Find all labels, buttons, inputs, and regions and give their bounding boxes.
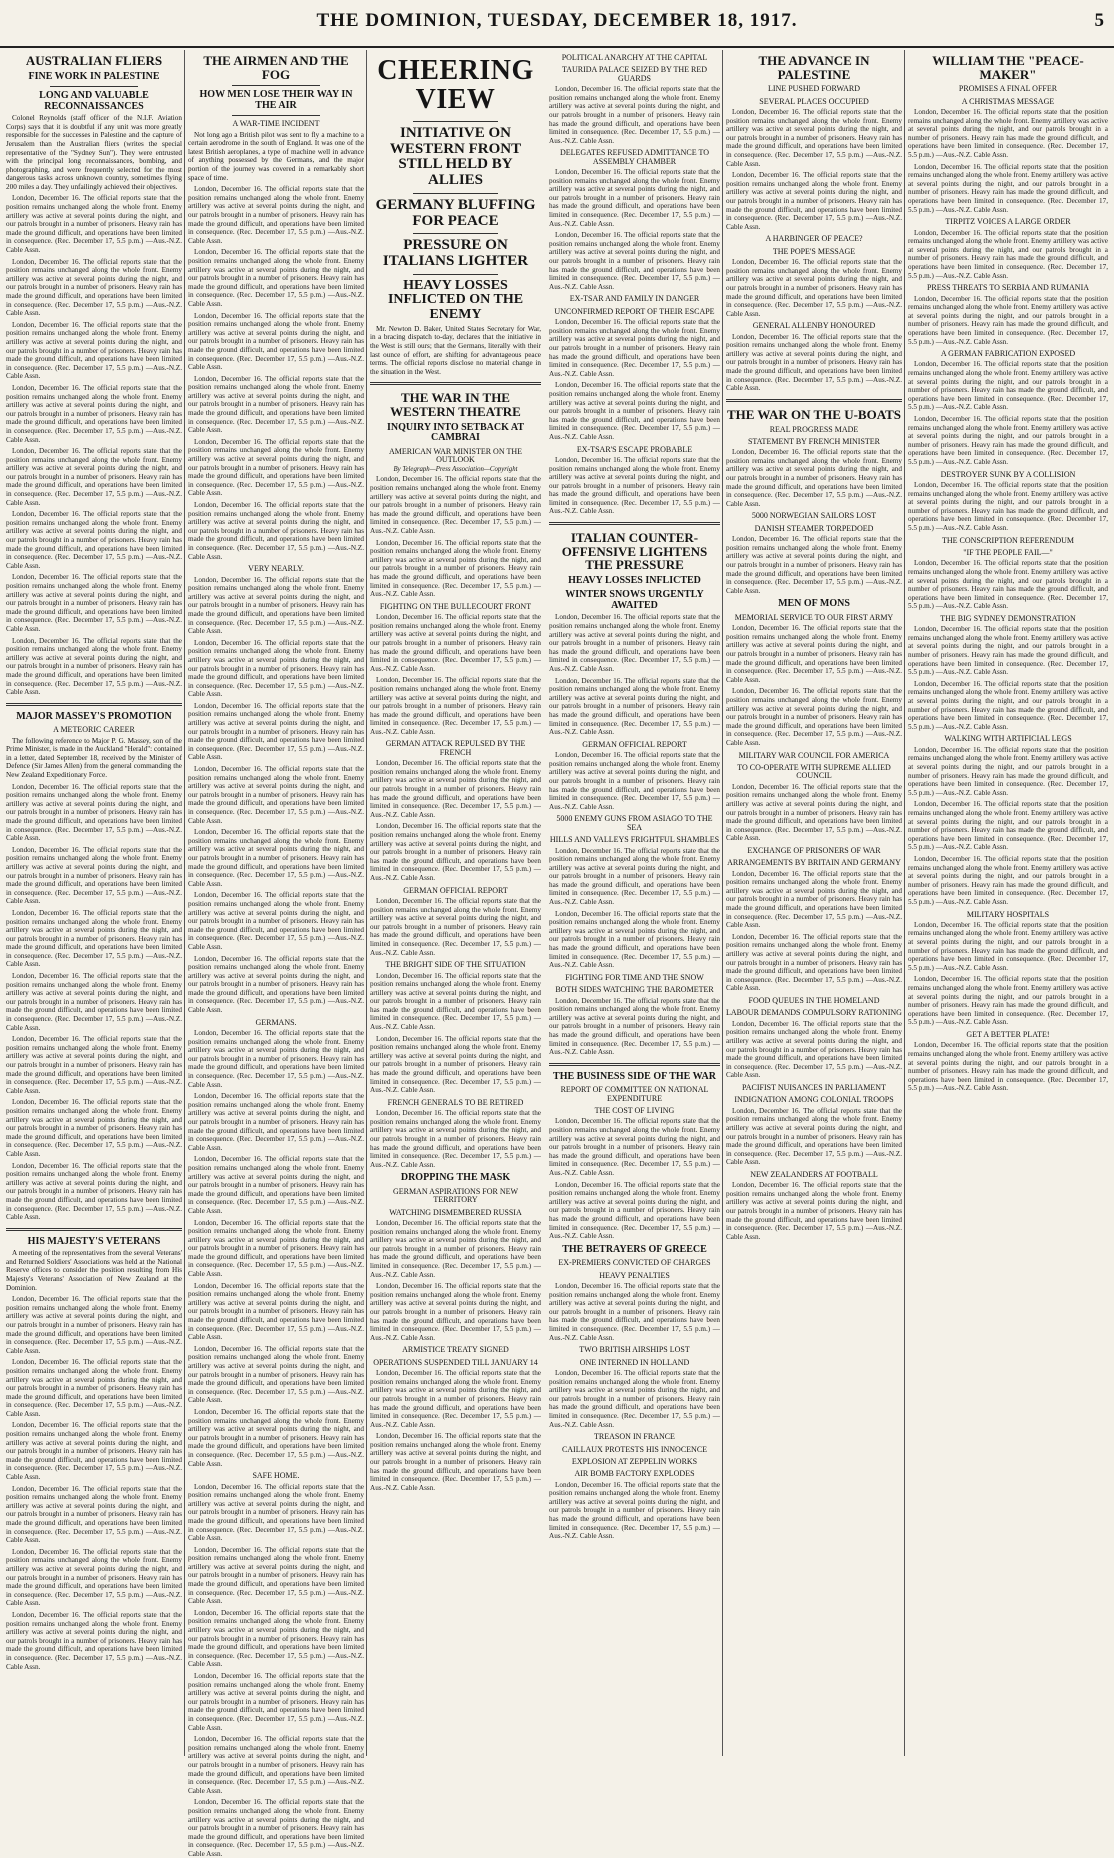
subheadline: HILLS AND VALLEYS FRIGHTFUL SHAMBLES bbox=[549, 835, 720, 845]
article-text: London, December 16. The official reports state that the position remains unchanged along the whole front. Enemy artillery was active at several points during the night, and our patrols brought in a number of prisoners. Heavy rain has made the ground difficult, and operations have been limited in consequence. (Rec. December 17, 5.5 p.m.) —Aus.-N.Z. Cable Assn. bbox=[726, 332, 902, 393]
subheadline: FINE WORK IN PALESTINE bbox=[28, 70, 160, 82]
article-text: London, December 16. The official reports state that the position remains unchanged along the whole front. Enemy artillery was active at several points during the night, and our patrols brought in a number of prisoners. Heavy rain has made the ground difficult, and operations have been limited in consequence. (Rec. December 17, 5.5 p.m.) —Aus.-N.Z. Cable Assn. London, December 16. The official reports state that the position remains unchanged along the whole front. Enemy artillery was active at several points during the night, and our patrols brought in a number of prisoners. Heavy rain has made the ground difficult, and operations have been limited in consequence. (Rec. December 17, 5.5 p.m.) —Aus.-N.Z. Cable Assn. London, December 16. The official reports state that the position remains unchanged along the whole front. Enemy artillery was active at several points during the night, and our patrols brought in a number of prisoners. Heavy rain has made the ground difficult, and operations have been limited in consequence. (Rec. December 17, 5.5 p.m.) —Aus.-N.Z. Cable Assn. London, December 16. The official reports state that the position remains unchanged along the whole front. Enemy artillery was active at several points during the night, and our patrols brought in a number of prisoners. Heavy rain has made the ground difficult, and operations have been limited in consequence. (Rec. December 17, 5.5 p.m.) —Aus.-N.Z. Cable Assn. London, December 16. The official reports state that the position remains unchanged along the whole front. Enemy artillery was active at several points during the night, and our patrols brought in a number of prisoners. Heavy rain has made the ground difficult, and operations have been limited in consequence. (Rec. December 17, 5.5 p.m.) —Aus.-N.Z. Cable Assn. London, December 16. The official reports state that the position remains unchanged along the whole front. Enemy artillery was active at several points during the night, and our patrols brought in a number of prisoners. Heavy rain has made the ground difficult, and operations have been limited in consequence. (Rec. December 17, 5.5 p.m.) —Aus.-N.Z. Cable Assn. London, December 16. The official reports state that the position remains unchanged along the whole front. Enemy artillery was active at several points during the night, and our patrols brought in a number of prisoners. Heavy rain has made the ground difficult, and operations have been limited in consequence. (Rec. December 17, 5.5 p.m.) —Aus.-N.Z. Cable Assn. bbox=[188, 1029, 364, 1468]
article-text: London, December 16. The official reports state that the position remains unchanged along the whole front. Enemy artillery was active at several points during the night, and our patrols brought in a number of prisoners. Heavy rain has made the ground difficult, and operations have been limited in consequence. (Rec. December 17, 5.5 p.m.) —Aus.-N.Z. Cable Assn. bbox=[726, 1181, 902, 1241]
subheadline: TAURIDA PALACE SEIZED BY THE RED GUARDS bbox=[561, 65, 708, 83]
headline: INITIATIVE ON WESTERN FRONT STILL HELD BY ALLIES bbox=[389, 124, 522, 189]
headline: 5000 ENEMY GUNS FROM ASIAGO TO THE SEA bbox=[556, 814, 713, 832]
article-text: London, December 16. The official reports state that the position remains unchanged along the whole front. Enemy artillery was active at several points during the night, and our patrols brought in a number of prisoners. Heavy rain has made the ground difficult, and operations have been limited in consequence. (Rec. December 17, 5.5 p.m.) —Aus.-N.Z. Cable Assn. London, December 16. The official reports state that the position remains unchanged along the whole front. Enemy artillery was active at several points during the night, and our patrols brought in a number of prisoners. Heavy rain has made the ground difficult, and operations have been limited in consequence. (Rec. December 17, 5.5 p.m.) —Aus.-N.Z. Cable Assn. bbox=[370, 475, 541, 599]
subheadline: AIR BOMB FACTORY EXPLODES bbox=[574, 1469, 695, 1479]
divider bbox=[6, 1228, 182, 1231]
divider bbox=[370, 382, 541, 385]
main-headline: CHEERING VIEW bbox=[377, 55, 534, 116]
headline: TIRPITZ VOICES A LARGE ORDER bbox=[945, 217, 1071, 227]
column-4 bbox=[726, 50, 902, 1756]
article-body: Mr. Newton D. Baker, United States Secretary for War, in a bracing dispatch to-day, declares that the initiative in the West is still ours; that the Germans, literally with their last ounce of effort, are shifting for advantageous peace terms. The official reports disclose no material change in the situation in the West. bbox=[370, 324, 541, 376]
headline: MILITARY HOSPITALS bbox=[966, 909, 1050, 919]
column-3 bbox=[370, 50, 720, 1756]
article-text: London, December 16. The official reports state that the position remains unchanged along the whole front. Enemy artillery was active at several points during the night, and our patrols brought in a number of prisoners. Heavy rain has made the ground difficult, and operations have been limited in consequence. (Rec. December 17, 5.5 p.m.) —Aus.-N.Z. Cable Assn. London, December 16. The official reports state that the position remains unchanged along the whole front. Enemy artillery was active at several points during the night, and our patrols brought in a number of prisoners. Heavy rain has made the ground difficult, and operations have been limited in consequence. (Rec. December 17, 5.5 p.m.) —Aus.-N.Z. Cable Assn. bbox=[549, 1117, 720, 1241]
article-text: London, December 16. The official reports state that the position remains unchanged along the whole front. Enemy artillery was active at several points during the night, and our patrols brought in a number of prisoners. Heavy rain has made the ground difficult, and operations have been limited in consequence. (Rec. December 17, 5.5 p.m.) —Aus.-N.Z. Cable Assn. London, December 16. The official reports state that the position remains unchanged along the whole front. Enemy artillery was active at several points during the night, and our patrols brought in a number of prisoners. Heavy rain has made the ground difficult, and operations have been limited in consequence. (Rec. December 17, 5.5 p.m.) —Aus.-N.Z. Cable Assn. London, December 16. The official reports state that the position remains unchanged along the whole front. Enemy artillery was active at several points during the night, and our patrols brought in a number of prisoners. Heavy rain has made the ground difficult, and operations have been limited in consequence. (Rec. December 17, 5.5 p.m.) —Aus.-N.Z. Cable Assn. London, December 16. The official reports state that the position remains unchanged along the whole front. Enemy artillery was active at several points during the night, and our patrols brought in a number of prisoners. Heavy rain has made the ground difficult, and operations have been limited in consequence. (Rec. December 17, 5.5 p.m.) —Aus.-N.Z. Cable Assn. London, December 16. The official reports state that the position remains unchanged along the whole front. Enemy artillery was active at several points during the night, and our patrols brought in a number of prisoners. Heavy rain has made the ground difficult, and operations have been limited in consequence. (Rec. December 17, 5.5 p.m.) —Aus.-N.Z. Cable Assn. London, December 16. The official reports state that the position remains unchanged along the whole front. Enemy artillery was active at several points during the night, and our patrols brought in a number of prisoners. Heavy rain has made the ground difficult, and operations have been limited in consequence. (Rec. December 17, 5.5 p.m.) —Aus.-N.Z. Cable Assn. London, December 16. The official reports state that the position remains unchanged along the whole front. Enemy artillery was active at several points during the night, and our patrols brought in a number of prisoners. Heavy rain has made the ground difficult, and operations have been limited in consequence. (Rec. December 17, 5.5 p.m.) —Aus.-N.Z. Cable Assn. bbox=[6, 782, 182, 1222]
subheadline: LONG AND VALUABLE RECONNAISSANCES bbox=[39, 90, 149, 112]
subheadline: ONE INTERNED IN HOLLAND bbox=[579, 1357, 690, 1367]
divider bbox=[413, 274, 499, 275]
subheadline: INDIGNATION AMONG COLONIAL TROOPS bbox=[734, 1095, 894, 1105]
article-text: London, December 16. The official reports state that the position remains unchanged along the whole front. Enemy artillery was active at several points during the night, and our patrols brought in a number of prisoners. Heavy rain has made the ground difficult, and operations have been limited in consequence. (Rec. December 17, 5.5 p.m.) —Aus.-N.Z. Cable Assn. bbox=[908, 481, 1108, 532]
subheadline: SEVERAL PLACES OCCUPIED bbox=[759, 96, 869, 106]
headline: EX-TSAR'S ESCAPE PROBABLE bbox=[576, 444, 693, 454]
article-text: London, December 16. The official reports state that the position remains unchanged along the whole front. Enemy artillery was active at several points during the night, and our patrols brought in a number of prisoners. Heavy rain has made the ground difficult, and operations have been limited in consequence. (Rec. December 17, 5.5 p.m.) —Aus.-N.Z. Cable Assn. London, December 16. The official reports state that the position remains unchanged along the whole front. Enemy artillery was active at several points during the night, and our patrols brought in a number of prisoners. Heavy rain has made the ground difficult, and operations have been limited in consequence. (Rec. December 17, 5.5 p.m.) —Aus.-N.Z. Cable Assn. bbox=[370, 1369, 541, 1492]
article-text: London, December 16. The official reports state that the position remains unchanged along the whole front. Enemy artillery was active at several points during the night, and our patrols brought in a number of prisoners. Heavy rain has made the ground difficult, and operations have been limited in consequence. (Rec. December 17, 5.5 p.m.) —Aus.-N.Z. Cable Assn. London, December 16. The official reports state that the position remains unchanged along the whole front. Enemy artillery was active at several points during the night, and our patrols brought in a number of prisoners. Heavy rain has made the ground difficult, and operations have been limited in consequence. (Rec. December 17, 5.5 p.m.) —Aus.-N.Z. Cable Assn. London, December 16. The official reports state that the position remains unchanged along the whole front. Enemy artillery was active at several points during the night, and our patrols brought in a number of prisoners. Heavy rain has made the ground difficult, and operations have been limited in consequence. (Rec. December 17, 5.5 p.m.) —Aus.-N.Z. Cable Assn. London, December 16. The official reports state that the position remains unchanged along the whole front. Enemy artillery was active at several points during the night, and our patrols brought in a number of prisoners. Heavy rain has made the ground difficult, and operations have been limited in consequence. (Rec. December 17, 5.5 p.m.) —Aus.-N.Z. Cable Assn. London, December 16. The official reports state that the position remains unchanged along the whole front. Enemy artillery was active at several points during the night, and our patrols brought in a number of prisoners. Heavy rain has made the ground difficult, and operations have been limited in consequence. (Rec. December 17, 5.5 p.m.) —Aus.-N.Z. Cable Assn. London, December 16. The official reports state that the position remains unchanged along the whole front. Enemy artillery was active at several points during the night, and our patrols brought in a number of prisoners. Heavy rain has made the ground difficult, and operations have been limited in consequence. (Rec. December 17, 5.5 p.m.) —Aus.-N.Z. Cable Assn. London, December 16. The official reports state that the position remains unchanged along the whole front. Enemy artillery was active at several points during the night, and our patrols brought in a number of prisoners. Heavy rain has made the ground difficult, and operations have been limited in consequence. (Rec. December 17, 5.5 p.m.) —Aus.-N.Z. Cable Assn. bbox=[188, 575, 364, 1015]
article-text: London, December 16. The official reports state that the position remains unchanged along the whole front. Enemy artillery was active at several points during the night, and our patrols brought in a number of prisoners. Heavy rain has made the ground difficult, and operations have been limited in consequence. (Rec. December 17, 5.5 p.m.) —Aus.-N.Z. Cable Assn. bbox=[726, 1106, 902, 1167]
subheadline: TO CO-OPERATE WITH SUPREME ALLIED COUNCIL bbox=[737, 762, 891, 781]
headline: PACIFIST NUISANCES IN PARLIAMENT bbox=[742, 1082, 886, 1092]
subheadline: ARRANGEMENTS BY BRITAIN AND GERMANY bbox=[727, 858, 901, 868]
page-number: 5 bbox=[1094, 10, 1104, 31]
subheadline: WATCHING DISMEMBERED RUSSIA bbox=[389, 1207, 522, 1217]
subheadline: AMERICAN WAR MINISTER ON THE OUTLOOK bbox=[388, 446, 523, 465]
article-text: London, December 16. The official reports state that the position remains unchanged along the whole front. Enemy artillery was active at several points during the night, and our patrols brought in a number of prisoners. Heavy rain has made the ground difficult, and operations have been limited in consequence. (Rec. December 17, 5.5 p.m.) —Aus.-N.Z. Cable Assn. London, December 16. The official reports state that the position remains unchanged along the whole front. Enemy artillery was active at several points during the night, and our patrols brought in a number of prisoners. Heavy rain has made the ground difficult, and operations have been limited in consequence. (Rec. December 17, 5.5 p.m.) —Aus.-N.Z. Cable Assn. bbox=[726, 108, 902, 231]
article-text: London, December 16. The official reports state that the position remains unchanged along the whole front. Enemy artillery was active at several points during the night, and our patrols brought in a number of prisoners. Heavy rain has made the ground difficult, and operations have been limited in consequence. (Rec. December 17, 5.5 p.m.) —Aus.-N.Z. Cable Assn. bbox=[726, 535, 902, 595]
column-5 bbox=[908, 50, 1108, 1756]
article-text: London, December 16. The official reports state that the position remains unchanged along the whole front. Enemy artillery was active at several points during the night, and our patrols brought in a number of prisoners. Heavy rain has made the ground difficult, and operations have been limited in consequence. (Rec. December 17, 5.5 p.m.) —Aus.-N.Z. Cable Assn. London, December 16. The official reports state that the position remains unchanged along the whole front. Enemy artillery was active at several points during the night, and our patrols brought in a number of prisoners. Heavy rain has made the ground difficult, and operations have been limited in consequence. (Rec. December 17, 5.5 p.m.) —Aus.-N.Z. Cable Assn. bbox=[726, 624, 902, 747]
center-left bbox=[370, 50, 541, 1544]
headline: A GERMAN FABRICATION EXPOSED bbox=[940, 349, 1076, 359]
headline: PRESS THREATS TO SERBIA AND RUMANIA bbox=[926, 283, 1090, 293]
column-rule bbox=[904, 50, 905, 1756]
column-2 bbox=[188, 50, 364, 1858]
subheadline: HEAVY PENALTIES bbox=[599, 1270, 670, 1280]
headline: DESTROYER SUNK BY A COLLISION bbox=[940, 469, 1076, 479]
headline: 5000 NORWEGIAN SAILORS LOST bbox=[751, 511, 877, 521]
subheadline: BOTH SIDES WATCHING THE BAROMETER bbox=[555, 985, 714, 995]
subheadline: REAL PROGRESS MADE bbox=[769, 424, 859, 434]
headline: POLITICAL ANARCHY AT THE CAPITAL bbox=[561, 53, 708, 62]
article-text: London, December 16. The official reports state that the position remains unchanged along the whole front. Enemy artillery was active at several points during the night, and our patrols brought in a number of prisoners. Heavy rain has made the ground difficult, and operations have been limited in consequence. (Rec. December 17, 5.5 p.m.) —Aus.-N.Z. Cable Assn. bbox=[726, 782, 902, 843]
divider bbox=[232, 85, 320, 86]
column-rule bbox=[184, 50, 185, 1756]
headline: ITALIAN COUNTER-OFFENSIVE LIGHTENS THE PRESSURE bbox=[561, 530, 708, 573]
article-text: London, December 16. The official reports state that the position remains unchanged along the whole front. Enemy artillery was active at several points during the night, and our patrols brought in a number of prisoners. Heavy rain has made the ground difficult, and operations have been limited in consequence. (Rec. December 17, 5.5 p.m.) —Aus.-N.Z. Cable Assn. bbox=[549, 85, 720, 145]
headline: GENERAL ALLENBY HONOURED bbox=[752, 321, 876, 331]
article-text: London, December 16. The official reports state that the position remains unchanged along the whole front. Enemy artillery was active at several points during the night, and our patrols brought in a number of prisoners. Heavy rain has made the ground difficult, and operations have been limited in consequence. (Rec. December 17, 5.5 p.m.) —Aus.-N.Z. Cable Assn. bbox=[549, 751, 720, 811]
headline: FIGHTING FOR TIME AND THE SNOW bbox=[565, 972, 704, 982]
section-marker: VERY NEARLY. bbox=[248, 564, 304, 574]
subheadline: PROMISES A FINAL OFFER bbox=[958, 84, 1058, 94]
article-text: London, December 16. The official reports state that the position remains unchanged along the whole front. Enemy artillery was active at several points during the night, and our patrols brought in a number of prisoners. Heavy rain has made the ground difficult, and operations have been limited in consequence. (Rec. December 17, 5.5 p.m.) —Aus.-N.Z. Cable Assn. London, December 16. The official reports state that the position remains unchanged along the whole front. Enemy artillery was active at several points during the night, and our patrols brought in a number of prisoners. Heavy rain has made the ground difficult, and operations have been limited in consequence. (Rec. December 17, 5.5 p.m.) —Aus.-N.Z. Cable Assn. bbox=[370, 613, 541, 736]
headline: GERMAN OFFICIAL REPORT bbox=[403, 885, 508, 895]
article-text: London, December 16. The official reports state that the position remains unchanged along the whole front. Enemy artillery was active at several points during the night, and our patrols brought in a number of prisoners. Heavy rain has made the ground difficult, and operations have been limited in consequence. (Rec. December 17, 5.5 p.m.) —Aus.-N.Z. Cable Assn. London, December 16. The official reports state that the position remains unchanged along the whole front. Enemy artillery was active at several points during the night, and our patrols brought in a number of prisoners. Heavy rain has made the ground difficult, and operations have been limited in consequence. (Rec. December 17, 5.5 p.m.) —Aus.-N.Z. Cable Assn. London, December 16. The official reports state that the position remains unchanged along the whole front. Enemy artillery was active at several points during the night, and our patrols brought in a number of prisoners. Heavy rain has made the ground difficult, and operations have been limited in consequence. (Rec. December 17, 5.5 p.m.) —Aus.-N.Z. Cable Assn. London, December 16. The official reports state that the position remains unchanged along the whole front. Enemy artillery was active at several points during the night, and our patrols brought in a number of prisoners. Heavy rain has made the ground difficult, and operations have been limited in consequence. (Rec. December 17, 5.5 p.m.) —Aus.-N.Z. Cable Assn. London, December 16. The official reports state that the position remains unchanged along the whole front. Enemy artillery was active at several points during the night, and our patrols brought in a number of prisoners. Heavy rain has made the ground difficult, and operations have been limited in consequence. (Rec. December 17, 5.5 p.m.) —Aus.-N.Z. Cable Assn. London, December 16. The official reports state that the position remains unchanged along the whole front. Enemy artillery was active at several points during the night, and our patrols brought in a number of prisoners. Heavy rain has made the ground difficult, and operations have been limited in consequence. (Rec. December 17, 5.5 p.m.) —Aus.-N.Z. Cable Assn. bbox=[188, 185, 364, 561]
article-text: London, December 16. The official reports state that the position remains unchanged along the whole front. Enemy artillery was active at several points during the night, and our patrols brought in a number of prisoners. Heavy rain has made the ground difficult, and operations have been limited in consequence. (Rec. December 17, 5.5 p.m.) —Aus.-N.Z. Cable Assn. bbox=[908, 559, 1108, 611]
article-text: London, December 16. The official reports state that the position remains unchanged along the whole front. Enemy artillery was active at several points during the night, and our patrols brought in a number of prisoners. Heavy rain has made the ground difficult, and operations have been limited in consequence. (Rec. December 17, 5.5 p.m.) —Aus.-N.Z. Cable Assn. London, December 16. The official reports state that the position remains unchanged along the whole front. Enemy artillery was active at several points during the night, and our patrols brought in a number of prisoners. Heavy rain has made the ground difficult, and operations have been limited in consequence. (Rec. December 17, 5.5 p.m.) —Aus.-N.Z. Cable Assn. London, December 16. The official reports state that the position remains unchanged along the whole front. Enemy artillery was active at several points during the night, and our patrols brought in a number of prisoners. Heavy rain has made the ground difficult, and operations have been limited in consequence. (Rec. December 17, 5.5 p.m.) —Aus.-N.Z. Cable Assn. bbox=[908, 745, 1108, 906]
article-text: London, December 16. The official reports state that the position remains unchanged along the whole front. Enemy artillery was active at several points during the night, and our patrols brought in a number of prisoners. Heavy rain has made the ground difficult, and operations have been limited in consequence. (Rec. December 17, 5.5 p.m.) —Aus.-N.Z. Cable Assn. bbox=[908, 294, 1108, 346]
headline: DANISH STEAMER TORPEDOED bbox=[754, 523, 874, 533]
article-text: London, December 16. The official reports state that the position remains unchanged along the whole front. Enemy artillery was active at several points during the night, and our patrols brought in a number of prisoners. Heavy rain has made the ground difficult, and operations have been limited in consequence. (Rec. December 17, 5.5 p.m.) —Aus.-N.Z. Cable Assn. bbox=[549, 1282, 720, 1342]
headline: GERMAN OFFICIAL REPORT bbox=[582, 739, 687, 749]
column-rule bbox=[722, 50, 723, 1756]
headline: TREASON IN FRANCE bbox=[594, 1432, 675, 1442]
headline: DROPPING THE MASK bbox=[400, 1172, 511, 1184]
headline: WALKING WITH ARTIFICIAL LEGS bbox=[944, 734, 1072, 744]
article-text: London, December 16. The official reports state that the position remains unchanged along the whole front. Enemy artillery was active at several points during the night, and our patrols brought in a number of prisoners. Heavy rain has made the ground difficult, and operations have been limited in consequence. (Rec. December 17, 5.5 p.m.) —Aus.-N.Z. Cable Assn. bbox=[908, 228, 1108, 280]
headline: THE BETRAYERS OF GREECE bbox=[562, 1243, 707, 1255]
article-text: London, December 16. The official reports state that the position remains unchanged along the whole front. Enemy artillery was active at several points during the night, and our patrols brought in a number of prisoners. Heavy rain has made the ground difficult, and operations have been limited in consequence. (Rec. December 17, 5.5 p.m.) —Aus.-N.Z. Cable Assn. bbox=[726, 258, 902, 318]
headline: EX-TSAR AND FAMILY IN DANGER bbox=[569, 294, 700, 304]
article-text: London, December 16. The official reports state that the position remains unchanged along the whole front. Enemy artillery was active at several points during the night, and our patrols brought in a number of prisoners. Heavy rain has made the ground difficult, and operations have been limited in consequence. (Rec. December 17, 5.5 p.m.) —Aus.-N.Z. Cable Assn. London, December 16. The official reports state that the position remains unchanged along the whole front. Enemy artillery was active at several points during the night, and our patrols brought in a number of prisoners. Heavy rain has made the ground difficult, and operations have been limited in consequence. (Rec. December 17, 5.5 p.m.) —Aus.-N.Z. Cable Assn. bbox=[370, 1219, 541, 1342]
article-text: London, December 16. The official reports state that the position remains unchanged along the whole front. Enemy artillery was active at several points during the night, and our patrols brought in a number of prisoners. Heavy rain has made the ground difficult, and operations have been limited in consequence. (Rec. December 17, 5.5 p.m.) —Aus.-N.Z. Cable Assn. bbox=[370, 896, 541, 957]
subheadline: OPERATIONS SUSPENDED TILL JANUARY 14 bbox=[373, 1357, 538, 1367]
subheadline: STATEMENT BY FRENCH MINISTER bbox=[747, 436, 881, 446]
headline: A HARBINGER OF PEACE? bbox=[765, 234, 863, 244]
byline: By Telegraph—Press Association—Copyright bbox=[393, 466, 518, 474]
article-text: London, December 16. The official reports state that the position remains unchanged along the whole front. Enemy artillery was active at several points during the night, and our patrols brought in a number of prisoners. Heavy rain has made the ground difficult, and operations have been limited in consequence. (Rec. December 17, 5.5 p.m.) —Aus.-N.Z. Cable Assn. London, December 16. The official reports state that the position remains unchanged along the whole front. Enemy artillery was active at several points during the night, and our patrols brought in a number of prisoners. Heavy rain has made the ground difficult, and operations have been limited in consequence. (Rec. December 17, 5.5 p.m.) —Aus.-N.Z. Cable Assn. bbox=[908, 108, 1108, 214]
article-body: The following reference to Major P. G. Massey, son of the Prime Minister, is made in the Auckland "Herald": contained in a letter, dated September 18, received by the Minister of Defence (Sir James Allen) from the general commanding the New Zealand Expeditionary Force. bbox=[6, 736, 182, 779]
article-text: London, December 16. The official reports state that the position remains unchanged along the whole front. Enemy artillery was active at several points during the night, and our patrols brought in a number of prisoners. Heavy rain has made the ground difficult, and operations have been limited in consequence. (Rec. December 17, 5.5 p.m.) —Aus.-N.Z. Cable Assn. bbox=[549, 996, 720, 1057]
divider bbox=[232, 115, 320, 116]
article-text: London, December 16. The official reports state that the position remains unchanged along the whole front. Enemy artillery was active at several points during the night, and our patrols brought in a number of prisoners. Heavy rain has made the ground difficult, and operations have been limited in consequence. (Rec. December 17, 5.5 p.m.) —Aus.-N.Z. Cable Assn. bbox=[726, 1019, 902, 1080]
article-text: London, December 16. The official reports state that the position remains unchanged along the whole front. Enemy artillery was active at several points during the night, and our patrols brought in a number of prisoners. Heavy rain has made the ground difficult, and operations have been limited in consequence. (Rec. December 17, 5.5 p.m.) —Aus.-N.Z. Cable Assn. bbox=[549, 1480, 720, 1541]
headline: HEAVY LOSSES INFLICTED ON THE ENEMY bbox=[387, 277, 524, 323]
subheadline: "IF THE PEOPLE FAIL—" bbox=[963, 547, 1053, 557]
headline: FIGHTING ON THE BULLECOURT FRONT bbox=[379, 601, 532, 611]
subheadline: UNCONFIRMED REPORT OF THEIR ESCAPE bbox=[554, 306, 715, 316]
subheadline: A METEORIC CAREER bbox=[53, 725, 135, 735]
article-text: London, December 16. The official reports state that the position remains unchanged along the whole front. Enemy artillery was active at several points during the night, and our patrols brought in a number of prisoners. Heavy rain has made the ground difficult, and operations have been limited in consequence. (Rec. December 17, 5.5 p.m.) —Aus.-N.Z. Cable Assn. bbox=[549, 1368, 720, 1429]
subheadline: HOW MEN LOSE THEIR WAY IN THE AIR bbox=[199, 89, 353, 111]
headline: PRESSURE ON ITALIANS LIGHTER bbox=[382, 237, 529, 270]
article-text: London, December 16. The official reports state that the position remains unchanged along the whole front. Enemy artillery was active at several points during the night, and our patrols brought in a number of prisoners. Heavy rain has made the ground difficult, and operations have been limited in consequence. (Rec. December 17, 5.5 p.m.) —Aus.-N.Z. Cable Assn. London, December 16. The official reports state that the position remains unchanged along the whole front. Enemy artillery was active at several points during the night, and our patrols brought in a number of prisoners. Heavy rain has made the ground difficult, and operations have been limited in consequence. (Rec. December 17, 5.5 p.m.) —Aus.-N.Z. Cable Assn. bbox=[726, 869, 902, 993]
divider bbox=[726, 399, 902, 402]
headline: FRENCH GENERALS TO BE RETIRED bbox=[387, 1097, 524, 1107]
article-text: London, December 16. The official reports state that the position remains unchanged along the whole front. Enemy artillery was active at several points during the night, and our patrols brought in a number of prisoners. Heavy rain has made the ground difficult, and operations have been limited in consequence. (Rec. December 17, 5.5 p.m.) —Aus.-N.Z. Cable Assn. London, December 16. The official reports state that the position remains unchanged along the whole front. Enemy artillery was active at several points during the night, and our patrols brought in a number of prisoners. Heavy rain has made the ground difficult, and operations have been limited in consequence. (Rec. December 17, 5.5 p.m.) —Aus.-N.Z. Cable Assn. bbox=[908, 920, 1108, 1027]
masthead bbox=[0, 0, 1114, 48]
divider bbox=[549, 522, 720, 525]
headline: NEW ZEALANDERS AT FOOTBALL bbox=[750, 1169, 878, 1179]
headline: ARMISTICE TREATY SIGNED bbox=[402, 1345, 509, 1355]
article-body: Not long ago a British pilot was sent to fly a machine to a certain aerodrome in the south of England. It was one of the latest British aeroplanes, a type of machine well in advance of anything possessed by the Germans, and the major portion of the journey was covered in a remarkably short space of time. bbox=[188, 130, 364, 182]
article-text: London, December 16. The official reports state that the position remains unchanged along the whole front. Enemy artillery was active at several points during the night, and our patrols brought in a number of prisoners. Heavy rain has made the ground difficult, and operations have been limited in consequence. (Rec. December 17, 5.5 p.m.) —Aus.-N.Z. Cable Assn. bbox=[370, 1109, 541, 1169]
article-text: London, December 16. The official reports state that the position remains unchanged along the whole front. Enemy artillery was active at several points during the night, and our patrols brought in a number of prisoners. Heavy rain has made the ground difficult, and operations have been limited in consequence. (Rec. December 17, 5.5 p.m.) —Aus.-N.Z. Cable Assn. London, December 16. The official reports state that the position remains unchanged along the whole front. Enemy artillery was active at several points during the night, and our patrols brought in a number of prisoners. Heavy rain has made the ground difficult, and operations have been limited in consequence. (Rec. December 17, 5.5 p.m.) —Aus.-N.Z. Cable Assn. London, December 16. The official reports state that the position remains unchanged along the whole front. Enemy artillery was active at several points during the night, and our patrols brought in a number of prisoners. Heavy rain has made the ground difficult, and operations have been limited in consequence. (Rec. December 17, 5.5 p.m.) —Aus.-N.Z. Cable Assn. London, December 16. The official reports state that the position remains unchanged along the whole front. Enemy artillery was active at several points during the night, and our patrols brought in a number of prisoners. Heavy rain has made the ground difficult, and operations have been limited in consequence. (Rec. December 17, 5.5 p.m.) —Aus.-N.Z. Cable Assn. London, December 16. The official reports state that the position remains unchanged along the whole front. Enemy artillery was active at several points during the night, and our patrols brought in a number of prisoners. Heavy rain has made the ground difficult, and operations have been limited in consequence. (Rec. December 17, 5.5 p.m.) —Aus.-N.Z. Cable Assn. London, December 16. The official reports state that the position remains unchanged along the whole front. Enemy artillery was active at several points during the night, and our patrols brought in a number of prisoners. Heavy rain has made the ground difficult, and operations have been limited in consequence. (Rec. December 17, 5.5 p.m.) —Aus.-N.Z. Cable Assn. bbox=[6, 1295, 182, 1671]
headline: MEN OF MONS bbox=[778, 598, 850, 610]
article-text: London, December 16. The official reports state that the position remains unchanged along the whole front. Enemy artillery was active at several points during the night, and our patrols brought in a number of prisoners. Heavy rain has made the ground difficult, and operations have been limited in consequence. (Rec. December 17, 5.5 p.m.) —Aus.-N.Z. Cable Assn. bbox=[726, 448, 902, 508]
article-text: London, December 16. The official reports state that the position remains unchanged along the whole front. Enemy artillery was active at several points during the night, and our patrols brought in a number of prisoners. Heavy rain has made the ground difficult, and operations have been limited in consequence. (Rec. December 17, 5.5 p.m.) —Aus.-N.Z. Cable Assn. bbox=[908, 1041, 1108, 1093]
subheadline: A WAR-TIME INCIDENT bbox=[232, 119, 320, 129]
article-text: London, December 16. The official reports state that the position remains unchanged along the whole front. Enemy artillery was active at several points during the night, and our patrols brought in a number of prisoners. Heavy rain has made the ground difficult, and operations have been limited in consequence. (Rec. December 17, 5.5 p.m.) —Aus.-N.Z. Cable Assn. London, December 16. The official reports state that the position remains unchanged along the whole front. Enemy artillery was active at several points during the night, and our patrols brought in a number of prisoners. Heavy rain has made the ground difficult, and operations have been limited in consequence. (Rec. December 17, 5.5 p.m.) —Aus.-N.Z. Cable Assn. bbox=[549, 168, 720, 291]
headline: FOOD QUEUES IN THE HOMELAND bbox=[748, 996, 880, 1005]
subheadline: THE POPE'S MESSAGE bbox=[772, 246, 856, 256]
article-text: London, December 16. The official reports state that the position remains unchanged along the whole front. Enemy artillery was active at several points during the night, and our patrols brought in a number of prisoners. Heavy rain has made the ground difficult, and operations have been limited in consequence. (Rec. December 17, 5.5 p.m.) —Aus.-N.Z. Cable Assn. London, December 16. The official reports state that the position remains unchanged along the whole front. Enemy artillery was active at several points during the night, and our patrols brought in a number of prisoners. Heavy rain has made the ground difficult, and operations have been limited in consequence. (Rec. December 17, 5.5 p.m.) —Aus.-N.Z. Cable Assn. bbox=[549, 613, 720, 737]
subheadline: HEAVY LOSSES INFLICTED bbox=[568, 574, 701, 586]
article-text: London, December 16. The official reports state that the position remains unchanged along the whole front. Enemy artillery was active at several points during the night, and our patrols brought in a number of prisoners. Heavy rain has made the ground difficult, and operations have been limited in consequence. (Rec. December 17, 5.5 p.m.) —Aus.-N.Z. Cable Assn. London, December 16. The official reports state that the position remains unchanged along the whole front. Enemy artillery was active at several points during the night, and our patrols brought in a number of prisoners. Heavy rain has made the ground difficult, and operations have been limited in consequence. (Rec. December 17, 5.5 p.m.) —Aus.-N.Z. Cable Assn. bbox=[549, 318, 720, 441]
subheadline: LINE PUSHED FORWARD bbox=[767, 84, 860, 94]
headline: GET A BETTER PLATE! bbox=[966, 1030, 1050, 1040]
subheadline: WINTER SNOWS URGENTLY AWAITED bbox=[565, 589, 704, 611]
divider bbox=[6, 703, 182, 706]
headline: TWO BRITISH AIRSHIPS LOST bbox=[579, 1345, 690, 1355]
divider bbox=[413, 233, 499, 234]
column-1 bbox=[6, 50, 182, 1756]
headline: MAJOR MASSEY'S PROMOTION bbox=[16, 710, 172, 722]
article-text: London, December 16. The official reports state that the position remains unchanged along the whole front. Enemy artillery was active at several points during the night, and our patrols brought in a number of prisoners. Heavy rain has made the ground difficult, and operations have been limited in consequence. (Rec. December 17, 5.5 p.m.) —Aus.-N.Z. Cable Assn. London, December 16. The official reports state that the position remains unchanged along the whole front. Enemy artillery was active at several points during the night, and our patrols brought in a number of prisoners. Heavy rain has made the ground difficult, and operations have been limited in consequence. (Rec. December 17, 5.5 p.m.) —Aus.-N.Z. Cable Assn. London, December 16. The official reports state that the position remains unchanged along the whole front. Enemy artillery was active at several points during the night, and our patrols brought in a number of prisoners. Heavy rain has made the ground difficult, and operations have been limited in consequence. (Rec. December 17, 5.5 p.m.) —Aus.-N.Z. Cable Assn. London, December 16. The official reports state that the position remains unchanged along the whole front. Enemy artillery was active at several points during the night, and our patrols brought in a number of prisoners. Heavy rain has made the ground difficult, and operations have been limited in consequence. (Rec. December 17, 5.5 p.m.) —Aus.-N.Z. Cable Assn. London, December 16. The official reports state that the position remains unchanged along the whole front. Enemy artillery was active at several points during the night, and our patrols brought in a number of prisoners. Heavy rain has made the ground difficult, and operations have been limited in consequence. (Rec. December 17, 5.5 p.m.) —Aus.-N.Z. Cable Assn. London, December 16. The official reports state that the position remains unchanged along the whole front. Enemy artillery was active at several points during the night, and our patrols brought in a number of prisoners. Heavy rain has made the ground difficult, and operations have been limited in consequence. (Rec. December 17, 5.5 p.m.) —Aus.-N.Z. Cable Assn. bbox=[188, 1482, 364, 1858]
divider bbox=[50, 86, 138, 87]
headline: EXPLOSION AT ZEPPELIN WORKS bbox=[571, 1456, 698, 1466]
section-marker: GERMANS. bbox=[255, 1017, 297, 1027]
headline: EXCHANGE OF PRISONERS OF WAR bbox=[747, 845, 881, 855]
article-text: London, December 16. The official reports state that the position remains unchanged along the whole front. Enemy artillery was active at several points during the night, and our patrols brought in a number of prisoners. Heavy rain has made the ground difficult, and operations have been limited in consequence. (Rec. December 17, 5.5 p.m.) —Aus.-N.Z. Cable Assn. London, December 16. The official reports state that the position remains unchanged along the whole front. Enemy artillery was active at several points during the night, and our patrols brought in a number of prisoners. Heavy rain has made the ground difficult, and operations have been limited in consequence. (Rec. December 17, 5.5 p.m.) —Aus.-N.Z. Cable Assn. bbox=[549, 846, 720, 970]
headline: AUSTRALIAN FLIERS bbox=[25, 53, 163, 68]
subheadline: LABOUR DEMANDS COMPULSORY RATIONING bbox=[726, 1008, 902, 1018]
headline: THE CONSCRIPTION REFERENDUM bbox=[941, 535, 1074, 545]
subheadline: INQUIRY INTO SETBACK AT CAMBRAI bbox=[387, 421, 524, 444]
headline: HIS MAJESTY'S VETERANS bbox=[27, 1235, 161, 1247]
article-body: A meeting of the representatives from the several Veterans' and Returned Soldiers' Associations was held at the National Reserve offices to consider the position resulting from His Majesty's Veterans' Association of New Zealand at the Dominion. bbox=[6, 1249, 182, 1292]
center-spread bbox=[370, 50, 720, 1544]
article-text: London, December 16. The official reports state that the position remains unchanged along the whole front. Enemy artillery was active at several points during the night, and our patrols brought in a number of prisoners. Heavy rain has made the ground difficult, and operations have been limited in consequence. (Rec. December 17, 5.5 p.m.) —Aus.-N.Z. Cable Assn. London, December 16. The official reports state that the position remains unchanged along the whole front. Enemy artillery was active at several points during the night, and our patrols brought in a number of prisoners. Heavy rain has made the ground difficult, and operations have been limited in consequence. (Rec. December 17, 5.5 p.m.) —Aus.-N.Z. Cable Assn. bbox=[908, 360, 1108, 467]
headline: THE AIRMEN AND THE FOG bbox=[203, 53, 349, 82]
headline: WILLIAM THE "PEACE-MAKER" bbox=[932, 53, 1084, 82]
masthead-title: THE DOMINION, TUESDAY, DECEMBER 18, 1917. bbox=[316, 10, 798, 31]
headline: THE WAR IN THE WESTERN THEATRE bbox=[390, 390, 521, 420]
article-text: London, December 16. The official reports state that the position remains unchanged along the whole front. Enemy artillery was active at several points during the night, and our patrols brought in a number of prisoners. Heavy rain has made the ground difficult, and operations have been limited in consequence. (Rec. December 17, 5.5 p.m.) —Aus.-N.Z. Cable Assn. London, December 16. The official reports state that the position remains unchanged along the whole front. Enemy artillery was active at several points during the night, and our patrols brought in a number of prisoners. Heavy rain has made the ground difficult, and operations have been limited in consequence. (Rec. December 17, 5.5 p.m.) —Aus.-N.Z. Cable Assn. London, December 16. The official reports state that the position remains unchanged along the whole front. Enemy artillery was active at several points during the night, and our patrols brought in a number of prisoners. Heavy rain has made the ground difficult, and operations have been limited in consequence. (Rec. December 17, 5.5 p.m.) —Aus.-N.Z. Cable Assn. London, December 16. The official reports state that the position remains unchanged along the whole front. Enemy artillery was active at several points during the night, and our patrols brought in a number of prisoners. Heavy rain has made the ground difficult, and operations have been limited in consequence. (Rec. December 17, 5.5 p.m.) —Aus.-N.Z. Cable Assn. London, December 16. The official reports state that the position remains unchanged along the whole front. Enemy artillery was active at several points during the night, and our patrols brought in a number of prisoners. Heavy rain has made the ground difficult, and operations have been limited in consequence. (Rec. December 17, 5.5 p.m.) —Aus.-N.Z. Cable Assn. London, December 16. The official reports state that the position remains unchanged along the whole front. Enemy artillery was active at several points during the night, and our patrols brought in a number of prisoners. Heavy rain has made the ground difficult, and operations have been limited in consequence. (Rec. December 17, 5.5 p.m.) —Aus.-N.Z. Cable Assn. London, December 16. The official reports state that the position remains unchanged along the whole front. Enemy artillery was active at several points during the night, and our patrols brought in a number of prisoners. Heavy rain has made the ground difficult, and operations have been limited in consequence. (Rec. December 17, 5.5 p.m.) —Aus.-N.Z. Cable Assn. London, December 16. The official reports state that the position remains unchanged along the whole front. Enemy artillery was active at several points during the night, and our patrols brought in a number of prisoners. Heavy rain has made the ground difficult, and operations have been limited in consequence. (Rec. December 17, 5.5 p.m.) —Aus.-N.Z. Cable Assn. bbox=[6, 194, 182, 697]
column-rule bbox=[366, 50, 367, 1756]
center-right bbox=[549, 50, 720, 1544]
article-text: London, December 16. The official reports state that the position remains unchanged along the whole front. Enemy artillery was active at several points during the night, and our patrols brought in a number of prisoners. Heavy rain has made the ground difficult, and operations have been limited in consequence. (Rec. December 17, 5.5 p.m.) —Aus.-N.Z. Cable Assn. London, December 16. The official reports state that the position remains unchanged along the whole front. Enemy artillery was active at several points during the night, and our patrols brought in a number of prisoners. Heavy rain has made the ground difficult, and operations have been limited in consequence. (Rec. December 17, 5.5 p.m.) —Aus.-N.Z. Cable Assn. bbox=[370, 971, 541, 1095]
headline: GERMAN ATTACK REPULSED BY THE FRENCH bbox=[385, 739, 526, 757]
headline: THE BRIGHT SIDE OF THE SITUATION bbox=[385, 960, 526, 970]
subheadline: THE BIG SYDNEY DEMONSTRATION bbox=[940, 613, 1076, 623]
article-text: London, December 16. The official reports state that the position remains unchanged along the whole front. Enemy artillery was active at several points during the night, and our patrols brought in a number of prisoners. Heavy rain has made the ground difficult, and operations have been limited in consequence. (Rec. December 17, 5.5 p.m.) —Aus.-N.Z. Cable Assn. bbox=[549, 455, 720, 516]
headline: DELEGATES REFUSED ADMITTANCE TO ASSEMBLY CHAMBER bbox=[559, 148, 710, 166]
headline: THE ADVANCE IN PALESTINE bbox=[758, 53, 870, 82]
subheadline: GERMAN ASPIRATIONS FOR NEW TERRITORY bbox=[392, 1186, 519, 1205]
subheadline: THE COST OF LIVING bbox=[594, 1106, 675, 1116]
section-marker: SAFE HOME. bbox=[252, 1471, 300, 1481]
headline: MILITARY WAR COUNCIL FOR AMERICA bbox=[738, 750, 890, 760]
subheadline: CAILLAUX PROTESTS HIS INNOCENCE bbox=[561, 1444, 708, 1454]
article-text: London, December 16. The official reports state that the position remains unchanged along the whole front. Enemy artillery was active at several points during the night, and our patrols brought in a number of prisoners. Heavy rain has made the ground difficult, and operations have been limited in consequence. (Rec. December 17, 5.5 p.m.) —Aus.-N.Z. Cable Assn. London, December 16. The official reports state that the position remains unchanged along the whole front. Enemy artillery was active at several points during the night, and our patrols brought in a number of prisoners. Heavy rain has made the ground difficult, and operations have been limited in consequence. (Rec. December 17, 5.5 p.m.) —Aus.-N.Z. Cable Assn. bbox=[370, 759, 541, 882]
headline: THE WAR ON THE U-BOATS bbox=[726, 406, 902, 422]
article-body: Colonel Reynolds (staff officer of the N.I.F. Aviation Corps) says that it is doubtful if any unit was more greatly responsible for the successes in Palestine and the capture of Jerusalem than the Australian fliers (writes the special representative of the "Sydney Sun"). They were entrusted with the principal long reconnaissances, bombing, and photographing, and were frequently selected for the most dangerous tasks across unknown country, sometimes flying 200 miles a day. They unfailingly achieved their objectives. bbox=[6, 114, 182, 191]
headline: GERMANY BLUFFING FOR PEACE bbox=[375, 196, 536, 229]
divider bbox=[549, 1063, 720, 1066]
divider bbox=[413, 121, 499, 122]
subheadline: MEMORIAL SERVICE TO OUR FIRST ARMY bbox=[734, 612, 894, 622]
subheadline: EX-PREMIERS CONVICTED OF CHARGES bbox=[558, 1258, 711, 1268]
subheadline: REPORT OF COMMITTEE ON NATIONAL EXPENDITURE bbox=[560, 1085, 709, 1103]
subheadline: A CHRISTMAS MESSAGE bbox=[961, 96, 1055, 106]
divider bbox=[413, 193, 499, 194]
article-text: London, December 16. The official reports state that the position remains unchanged along the whole front. Enemy artillery was active at several points during the night, and our patrols brought in a number of prisoners. Heavy rain has made the ground difficult, and operations have been limited in consequence. (Rec. December 17, 5.5 p.m.) —Aus.-N.Z. Cable Assn. London, December 16. The official reports state that the position remains unchanged along the whole front. Enemy artillery was active at several points during the night, and our patrols brought in a number of prisoners. Heavy rain has made the ground difficult, and operations have been limited in consequence. (Rec. December 17, 5.5 p.m.) —Aus.-N.Z. Cable Assn. bbox=[908, 625, 1108, 731]
headline: THE BUSINESS SIDE OF THE WAR bbox=[553, 1070, 716, 1082]
